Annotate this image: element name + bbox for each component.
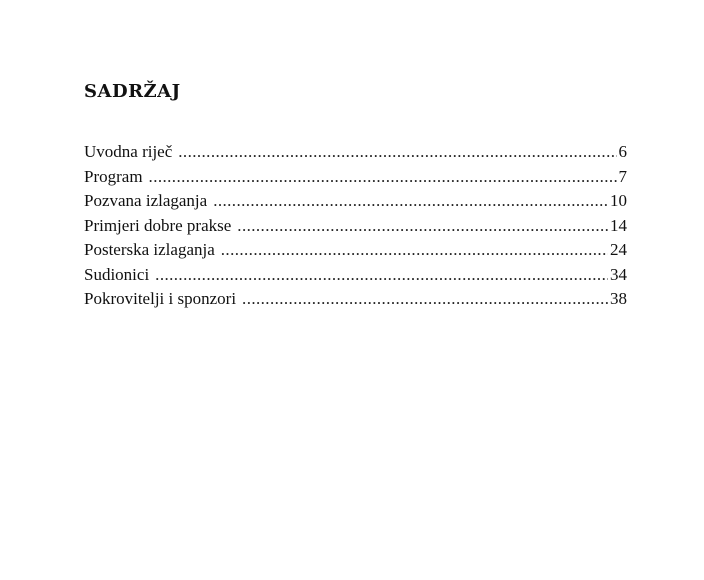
toc-entry-posterska-izlaganja[interactable]: [84, 238, 627, 263]
dot-leader: [149, 165, 617, 189]
toc-entry-label: Pozvana izlaganja: [84, 191, 208, 210]
toc-entry-label: Uvodna riječ: [84, 142, 173, 161]
toc-entry-primjeri-dobre-prakse[interactable]: [84, 214, 627, 239]
toc-entry-pokrovitelji-i-sponzori[interactable]: [84, 287, 627, 312]
toc-entry-pozvana-izlaganja[interactable]: [84, 189, 627, 214]
page-title: SADRŽAJ: [84, 81, 181, 102]
toc-entry-page-number: 14: [610, 215, 627, 235]
toc-entry-page-number: 6: [618, 142, 627, 161]
toc-entry-page-number: 10: [610, 191, 627, 210]
toc-entry-page-number: 34: [610, 264, 627, 284]
table-of-contents: [84, 140, 627, 312]
toc-entry-uvodna-rijec[interactable]: [84, 140, 627, 165]
toc-entry-page-number: 24: [610, 240, 627, 259]
toc-entry-label: Sudionici: [84, 264, 150, 284]
dot-leader: [155, 263, 608, 287]
toc-entry-label: Program: [84, 166, 143, 186]
dot-leader: [213, 189, 608, 213]
toc-entry-label: Primjeri dobre prakse: [84, 215, 232, 235]
toc-entry-sudionici[interactable]: [84, 263, 627, 288]
toc-entry-page-number: 38: [610, 289, 627, 308]
dot-leader: [178, 140, 616, 164]
dot-leader: [237, 214, 608, 238]
toc-entry-label: Pokrovitelji i sponzori: [84, 289, 237, 308]
dot-leader: [242, 287, 608, 311]
dot-leader: [221, 238, 608, 262]
toc-entry-program[interactable]: [84, 165, 627, 190]
toc-entry-label: Posterska izlaganja: [84, 240, 215, 259]
toc-entry-page-number: 7: [618, 166, 627, 186]
